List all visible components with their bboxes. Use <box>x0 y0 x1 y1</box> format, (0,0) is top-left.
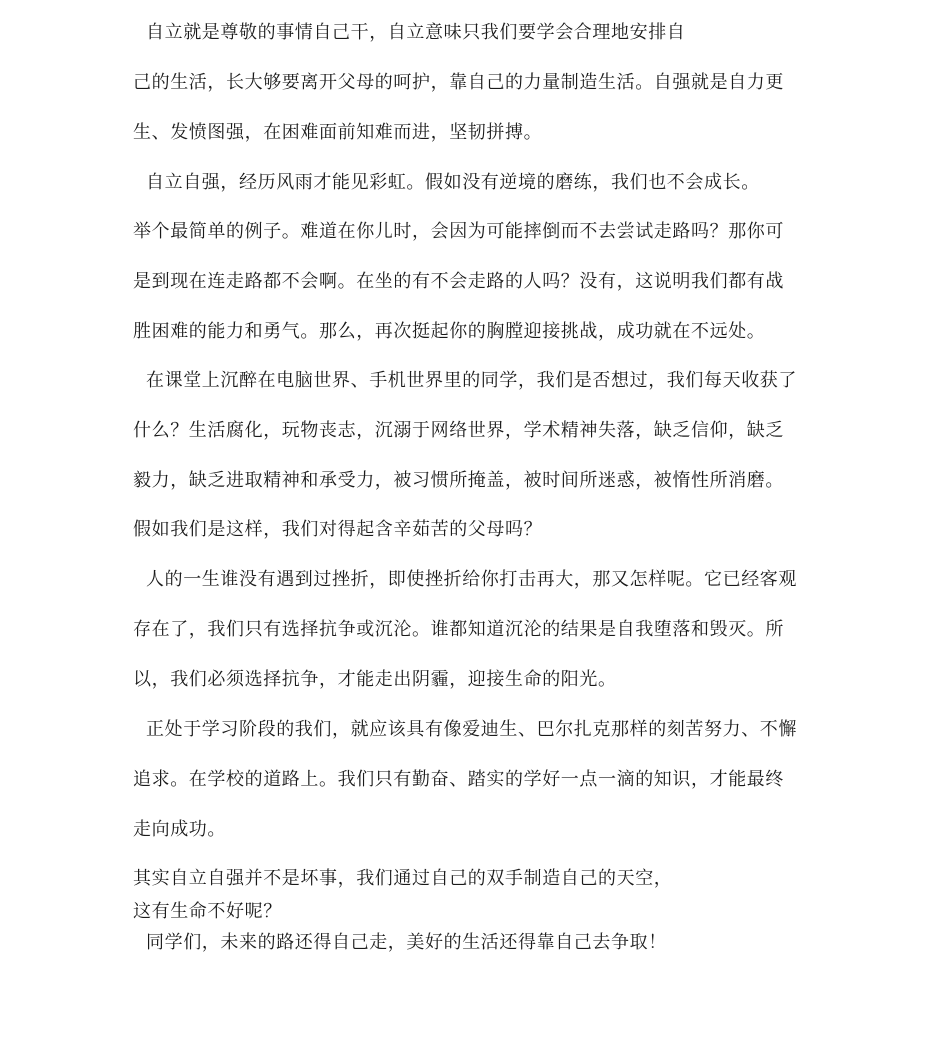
text-line: 存在了，我们只有选择抗争或沉沦。谁都知道沉沦的结果是自我堕落和毁灭。所 <box>133 619 784 640</box>
text-line: 胜困难的能力和勇气。那么，再次挺起你的胸膛迎接挑战，成功就在不远处。 <box>133 321 766 342</box>
text-line: 这有生命不好呢？ <box>133 901 282 922</box>
text-line: 毅力，缺乏进取精神和承受力，被习惯所掩盖，被时间所迷惑，被惰性所消磨。 <box>133 470 784 491</box>
text-line: 假如我们是这样，我们对得起含辛茹苦的父母吗？ <box>133 519 543 540</box>
text-line: 自立就是尊敬的事情自己干，自立意味只我们要学会合理地安排自 <box>146 22 686 43</box>
text-line: 人的一生谁没有遇到过挫折，即使挫折给你打击再大，那又怎样呢。它已经客观 <box>146 569 797 590</box>
text-line: 己的生活，长大够要离开父母的呵护，靠自己的力量制造生活。自强就是自力更 <box>133 72 784 93</box>
text-line: 在课堂上沉醉在电脑世界、手机世界里的同学，我们是否想过，我们每天收获了 <box>146 370 797 391</box>
text-line: 以，我们必须选择抗争，才能走出阴霾，迎接生命的阳光。 <box>133 669 617 690</box>
text-line: 自立自强，经历风雨才能见彩虹。假如没有逆境的磨练，我们也不会成长。 <box>146 172 760 193</box>
text-line: 其实自立自强并不是坏事，我们通过自己的双手制造自己的天空， <box>133 868 673 889</box>
text-line: 生、发愤图强，在困难面前知难而进，坚韧拼搏。 <box>133 122 543 143</box>
text-line: 追求。在学校的道路上。我们只有勤奋、踏实的学好一点一滴的知识，才能最终 <box>133 769 784 790</box>
text-line: 正处于学习阶段的我们，就应该具有像爱迪生、巴尔扎克那样的刻苦努力、不懈 <box>146 719 797 740</box>
text-line: 走向成功。 <box>133 819 226 840</box>
text-line: 举个最简单的例子。难道在你儿时，会因为可能摔倒而不去尝试走路吗？那你可 <box>133 221 784 242</box>
text-line: 什么？生活腐化，玩物丧志，沉溺于网络世界，学术精神失落，缺乏信仰，缺乏 <box>133 420 784 441</box>
text-line: 是到现在连走路都不会啊。在坐的有不会走路的人吗？没有，这说明我们都有战 <box>133 271 784 292</box>
text-line: 同学们，未来的路还得自己走，美好的生活还得靠自己去争取！ <box>146 932 667 953</box>
